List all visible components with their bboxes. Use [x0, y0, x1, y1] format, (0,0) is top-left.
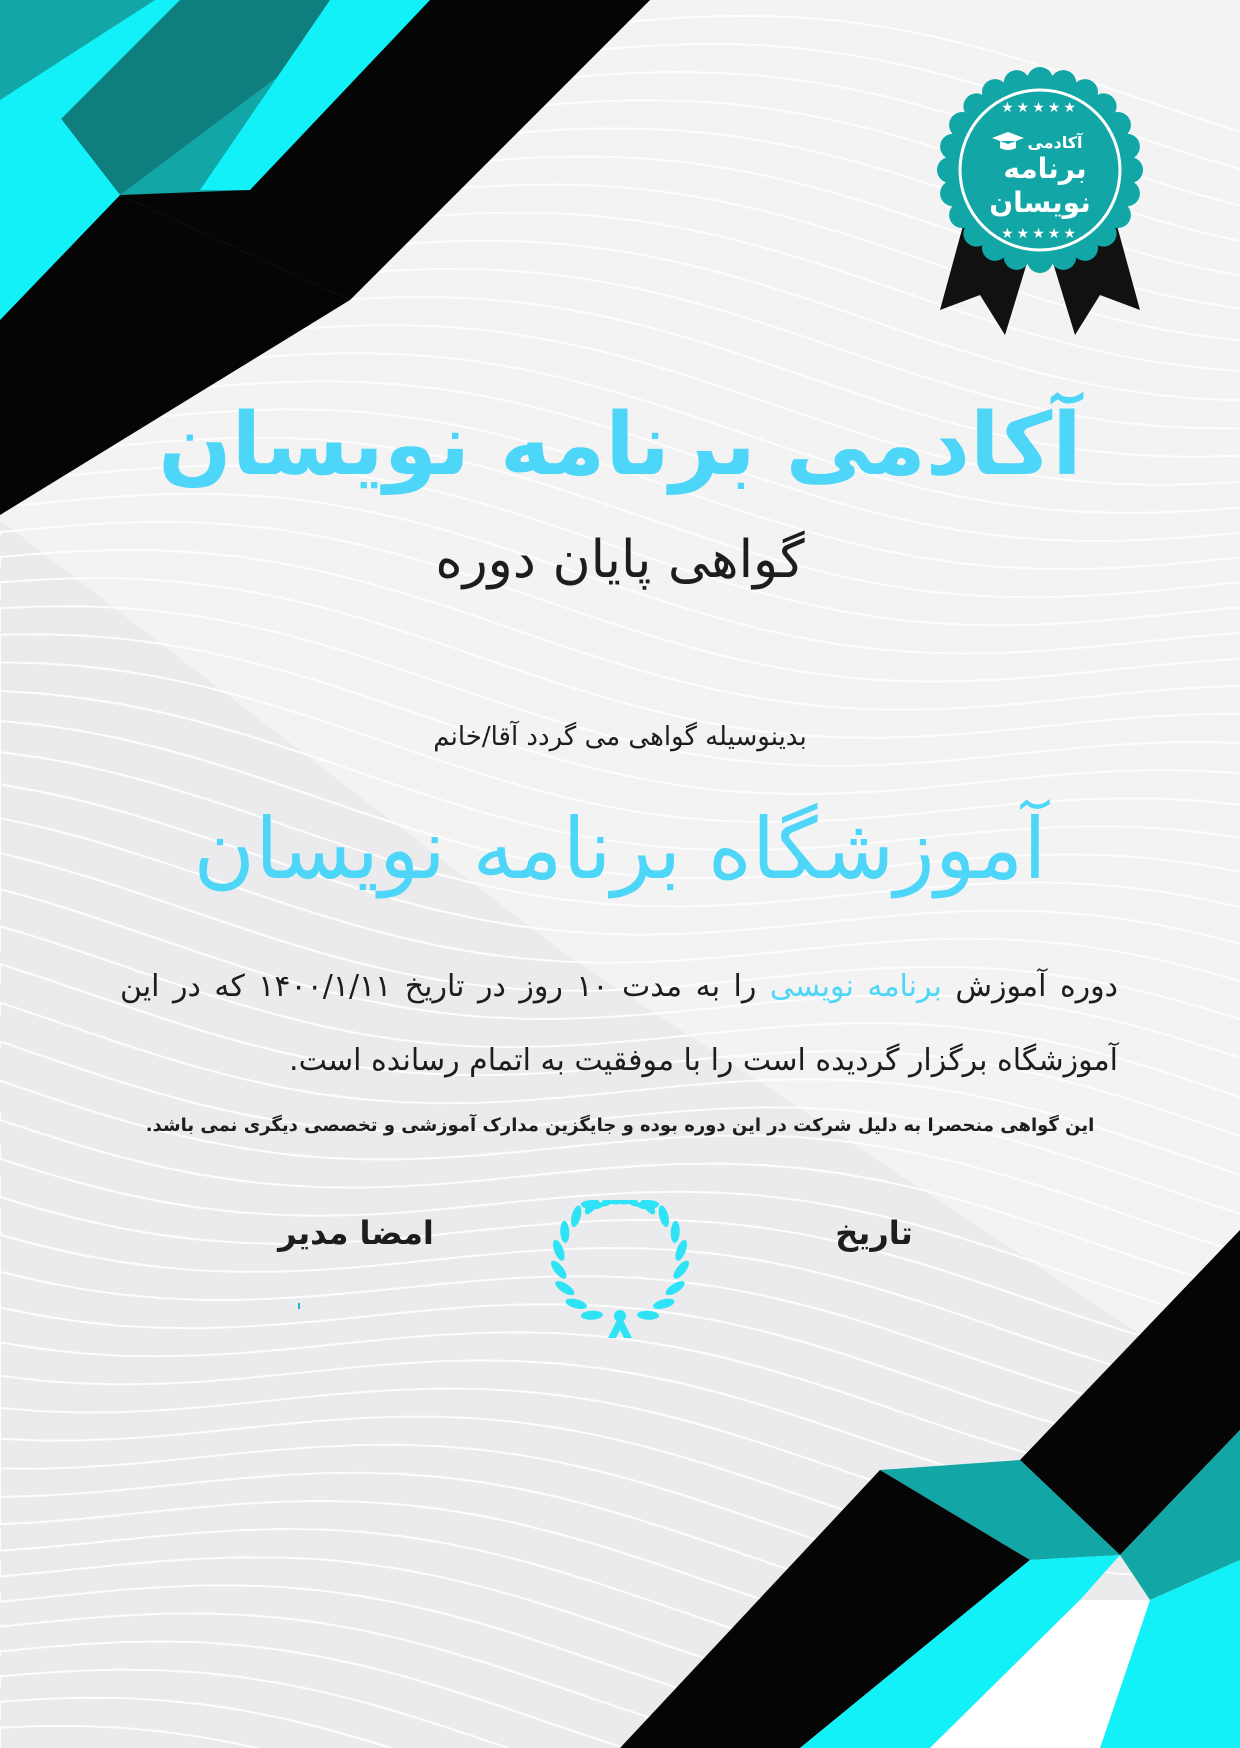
- disclaimer: این گواهی منحصرا به دلیل شرکت در این دوره بوده و جایگزین مدارک آموزشی و تخصصی دیگری نمی باشد.: [145, 1115, 1095, 1136]
- recipient-name: آموزشگاه برنامه نویسان: [193, 800, 1047, 898]
- seal-line-2: برنامه: [1003, 152, 1087, 185]
- academy-title: آکادمی برنامه نویسان: [158, 395, 1082, 495]
- certificate-subtitle: گواهی پایان دوره: [435, 530, 805, 590]
- svg-text:★★★★★: ★★★★★: [1001, 226, 1079, 242]
- seal-badge-icon: [930, 60, 1150, 350]
- seal-line-1: آکادمی: [1027, 133, 1083, 152]
- signature-mark: [298, 1303, 300, 1309]
- certificate-body: [120, 950, 1118, 1098]
- body-text-start: دوره آموزش: [941, 969, 1118, 1004]
- date-label: تاریخ: [835, 1214, 913, 1252]
- body-text-end: را به مدت ۱۰ روز در تاریخ ۱۴۰۰/۱/۱۱ که در این آموزشگاه برگزار گردیده است را با موفقیت به اتمام رسانده است.: [120, 969, 1118, 1078]
- svg-text:★★★★★: ★★★★★: [1001, 100, 1079, 116]
- laurel-wreath-icon: [530, 1200, 710, 1360]
- seal-line-3: نویسان: [989, 186, 1091, 219]
- course-name: برنامه نویسی: [769, 969, 942, 1004]
- intro-line: بدینوسیله گواهی می گردد آقا/خانم: [433, 722, 807, 752]
- manager-signature-label: امضا مدیر: [278, 1214, 434, 1252]
